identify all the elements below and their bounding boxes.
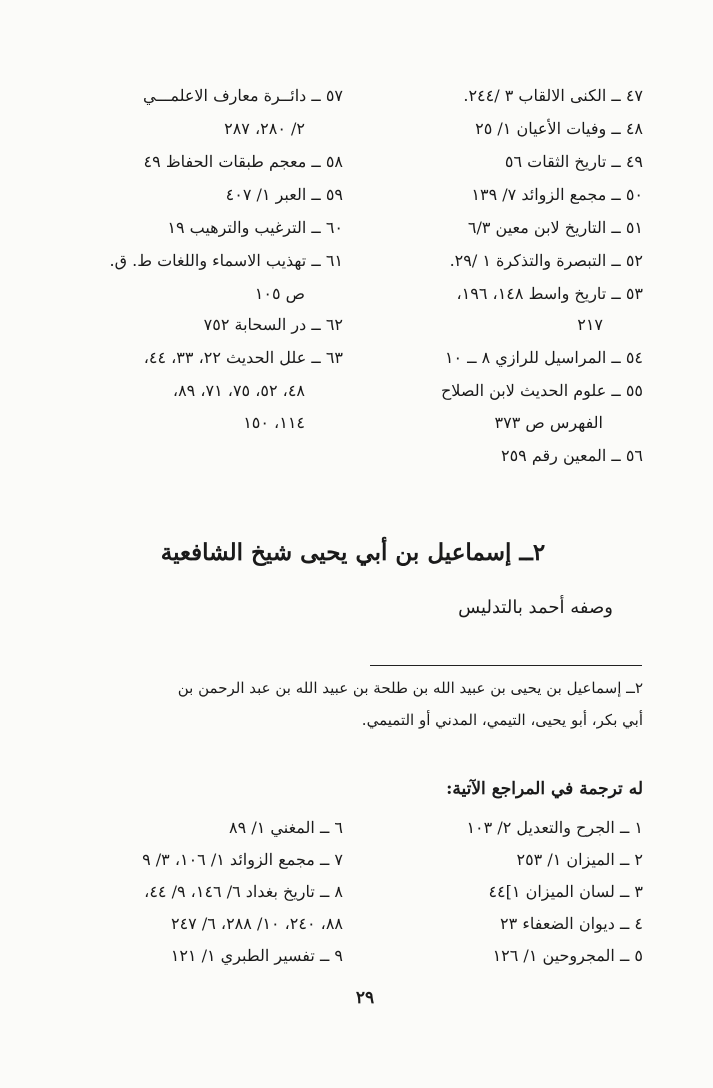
reference-entry: ٥٨ ــ معجم طبقات الحفاظ ٤٩ <box>143 152 343 171</box>
section-subtitle: وصفه أحمد بالتدليس <box>458 597 613 618</box>
reference-entry: ٤٨ ــ وفيات الأعيان ١/ ٢٥ <box>475 119 643 138</box>
reference-continuation: ٤٨، ٥٢، ٧٥، ٧١، ٨٩، <box>172 381 305 400</box>
footnote-divider <box>370 665 642 666</box>
reference-entry: ٢ ــ الميزان ١/ ٢٥٣ <box>516 850 643 869</box>
reference-entry: ٥٤ ــ المراسيل للرازي ٨ ــ ١٠ <box>444 348 643 367</box>
reference-entry: ٦١ ــ تهذيب الاسماء واللغات ط. ق. <box>109 251 343 270</box>
reference-entry: ٤ ــ ديوان الضعفاء ٢٣ <box>500 914 643 933</box>
reference-entry: ١ ــ الجرح والتعديل ٢/ ١٠٣ <box>466 818 643 837</box>
reference-continuation: الفهرس ص ٣٧٣ <box>494 413 603 432</box>
footnote-line: أبي بكر، أبو يحيى، التيمي، المدني أو التميمي. <box>361 711 643 729</box>
reference-continuation: ٢١٧ <box>577 315 603 334</box>
references-column-left <box>43 86 343 432</box>
biography-references-left <box>53 818 343 968</box>
references-title: له ترجمة في المراجع الآتية: <box>446 779 643 799</box>
page-number: ٢٩ <box>355 988 375 1008</box>
reference-entry: ٦٢ ــ در السحابة ٧٥٢ <box>203 315 343 334</box>
reference-entry: ٥١ ــ التاريخ لابن معين ٦/٣ <box>467 218 643 237</box>
reference-entry: ٥ ــ المجروحين ١/ ١٢٦ <box>492 946 643 965</box>
reference-entry: ٦ ــ المغني ١/ ٨٩ <box>229 818 343 837</box>
reference-continuation: ١١٤، ١٥٠ <box>243 413 305 432</box>
reference-entry: ٤٧ ــ الكنى الالقاب ٣ /٢٤٤. <box>463 86 643 105</box>
reference-entry: ٥٦ ــ المعين رقم ٢٥٩ <box>500 446 643 465</box>
reference-entry: ٥٣ ــ تاريخ واسط ١٤٨، ١٩٦، <box>456 284 643 303</box>
reference-entry: ٥٠ ــ مجمع الزوائد ٧/ ١٣٩ <box>471 185 643 204</box>
reference-entry: ٥٧ ــ دائــرة معارف الاعلمـــي <box>142 86 343 105</box>
reference-continuation: ٨٨، ٢٤٠، ١٠/ ٢٨٨، ٦/ ٢٤٧ <box>170 914 343 933</box>
footnote-line: ٢ــ إسماعيل بن يحيى بن عبيد الله بن طلحة بن عبيد الله بن عبد الرحمن بن <box>177 679 643 697</box>
reference-entry: ٣ ــ لسان الميزان ١]٤٤ <box>488 882 643 901</box>
reference-continuation: ٢/ ٢٨٠، ٢٨٧ <box>224 119 305 138</box>
reference-entry: ٥٥ ــ علوم الحديث لابن الصلاح <box>440 381 643 400</box>
reference-entry: ٤٩ ــ تاريخ الثقات ٥٦ <box>504 152 643 171</box>
reference-entry: ٩ ــ تفسير الطبري ١/ ١٢١ <box>170 946 343 965</box>
biography-references-right <box>343 818 643 968</box>
reference-entry: ٦٣ ــ علل الحديث ٢٢، ٣٣، ٤٤، <box>143 348 343 367</box>
section-heading: ٢ــ إسماعيل بن أبي يحيى شيخ الشافعية <box>160 539 546 566</box>
reference-entry: ٥٢ ــ التبصرة والتذكرة ١ /٢٩. <box>449 251 643 270</box>
reference-entry: ٧ ــ مجمع الزوائد ١/ ١٠٦، ٣/ ٩ <box>142 850 343 869</box>
reference-continuation: ص ١٠٥ <box>254 284 305 303</box>
reference-entry: ٦٠ ــ الترغيب والترهيب ١٩ <box>167 218 343 237</box>
reference-entry: ٥٩ ــ العبر ١/ ٤٠٧ <box>225 185 343 204</box>
reference-entry: ٨ ــ تاريخ بغداد ٦/ ١٤٦، ٩/ ٤٤، <box>144 882 343 901</box>
references-column-right <box>343 86 643 466</box>
